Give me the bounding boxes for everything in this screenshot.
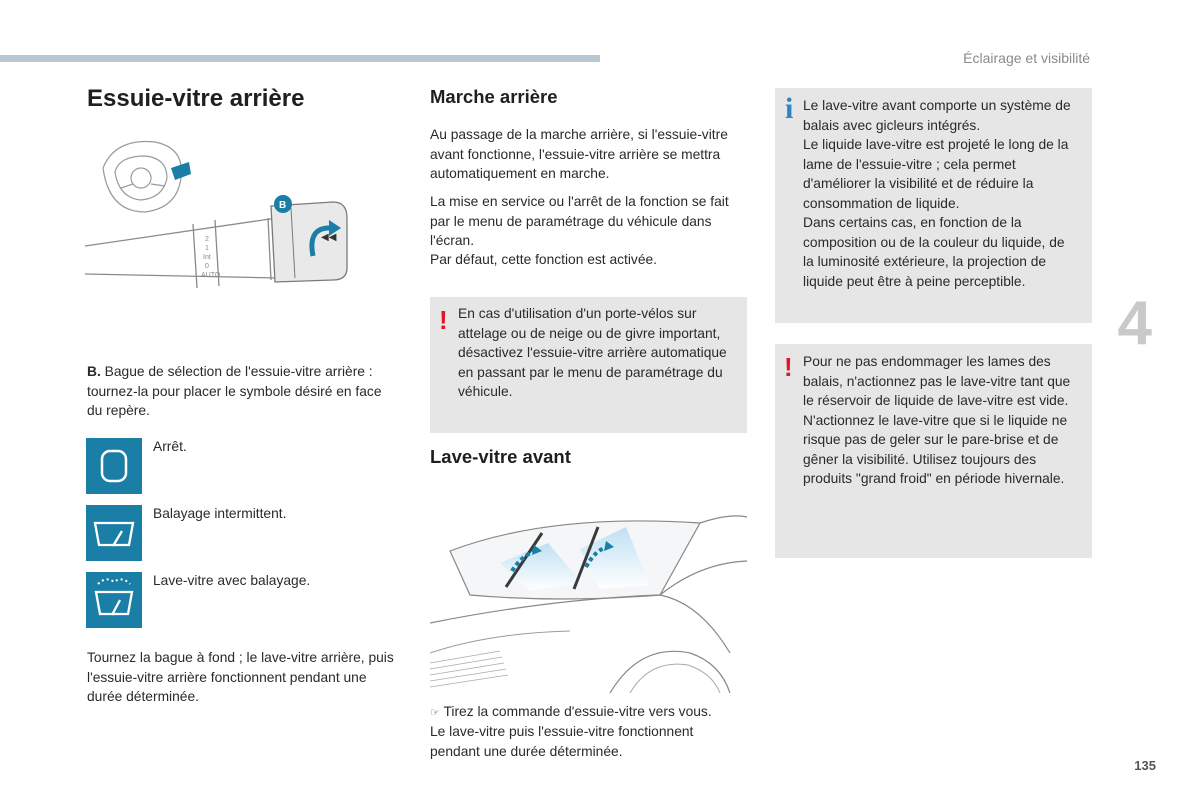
warning-icon: !	[439, 305, 448, 335]
caption-text: Bague de sélection de l'essuie-vitre arrière : tournez-la pour placer le symbole désiré en face du repère.	[87, 364, 382, 418]
washer-wipe-icon	[86, 572, 142, 628]
warning-box-bike-rack	[430, 297, 747, 433]
info-text	[803, 96, 1078, 291]
warning-text-blades	[803, 352, 1078, 489]
stalk-label-auto: AUTO	[201, 272, 221, 279]
after-bullet-paragraph: Le lave-vitre puis l'essuie-vitre fonctionnent pendant une durée déterminée.	[430, 724, 694, 759]
page-title: Essuie-vitre arrière	[87, 85, 305, 112]
info-line-3: Dans certains cas, en fonction de la composition ou de la couleur du liquide, de la luminosité extérieure, la projection de liquide peut être à peine perceptible.	[803, 215, 1065, 289]
warning-icon: !	[784, 352, 793, 382]
mode-intermittent-label: Balayage intermittent.	[153, 506, 287, 521]
stalk-label-0: 0	[205, 263, 209, 270]
top-rule	[0, 55, 600, 62]
caption-b	[87, 362, 397, 421]
warning-text: En cas d'utilisation d'un porte-vélos sur attelage ou de neige ou de givre important, désactivez l'essuie-vitre arrière automatique en passant par le menu de paramétrage du véhicule.	[458, 306, 727, 399]
settings-paragraph: La mise en service ou l'arrêt de la fonction se fait par le menu de paramétrage du véhicule dans l'écran.	[430, 194, 729, 248]
warning-box-blades	[775, 344, 1092, 558]
info-icon: i	[785, 92, 794, 125]
ring-badge-b: B	[279, 200, 287, 211]
chapter-number: 4	[1117, 289, 1152, 358]
info-line-1: Le lave-vitre avant comporte un système de balais avec gicleurs intégrés.	[803, 98, 1071, 133]
stalk-label-2: 2	[205, 236, 209, 243]
instruction-bullet	[430, 702, 750, 724]
section-header: Éclairage et visibilité	[963, 50, 1090, 66]
bottom-paragraph: Tournez la bague à fond ; le lave-vitre arrière, puis l'essuie-vitre arrière fonctionnent pendant une durée déterminée.	[87, 650, 394, 704]
caption-key: B.	[87, 364, 101, 379]
wiper-intermittent-icon	[86, 505, 142, 561]
rounded-rectangle-icon	[86, 438, 142, 494]
mode-washer-label: Lave-vitre avec balayage.	[153, 573, 311, 588]
windscreen-illustration	[430, 503, 747, 693]
stalk-label-int: Int	[203, 254, 211, 261]
info-box-washer	[775, 88, 1092, 323]
hand-pointer-icon: ☞	[430, 707, 440, 719]
heading-front-washer: Lave-vitre avant	[430, 446, 571, 467]
mode-off-label: Arrêt.	[153, 439, 187, 454]
stalk-label-1: 1	[205, 245, 209, 252]
warning-line-2: N'actionnez le lave-vitre que si le liquide ne risque pas de geler sur le pare-brise et de gêner la visibilité. Utilisez toujours des produits "grand froid" en période hivernale.	[803, 412, 1068, 486]
stalk-illustration	[85, 128, 395, 313]
page-number: 135	[1134, 758, 1156, 773]
warning-line-1: Pour ne pas endommager les lames des balais, n'actionnez pas le lave-vitre tant que le réservoir de liquide de lave-vitre est vide.	[803, 354, 1071, 408]
default-paragraph: Par défaut, cette fonction est activée.	[430, 252, 658, 267]
info-line-2: Le liquide lave-vitre est projeté le long de la lame de l'essuie-vitre ; cela permet d'améliorer la visibilité et de réduire la consommation de liquide.	[803, 137, 1069, 211]
bullet-text: Tirez la commande d'essuie-vitre vers vous.	[443, 704, 712, 719]
reverse-paragraph: Au passage de la marche arrière, si l'essuie-vitre avant fonctionne, l'essuie-vitre arrière se mettra automatiquement en marche.	[430, 127, 728, 181]
heading-reverse-gear: Marche arrière	[430, 86, 558, 107]
svg-text:◀◀: ◀◀	[321, 232, 337, 243]
